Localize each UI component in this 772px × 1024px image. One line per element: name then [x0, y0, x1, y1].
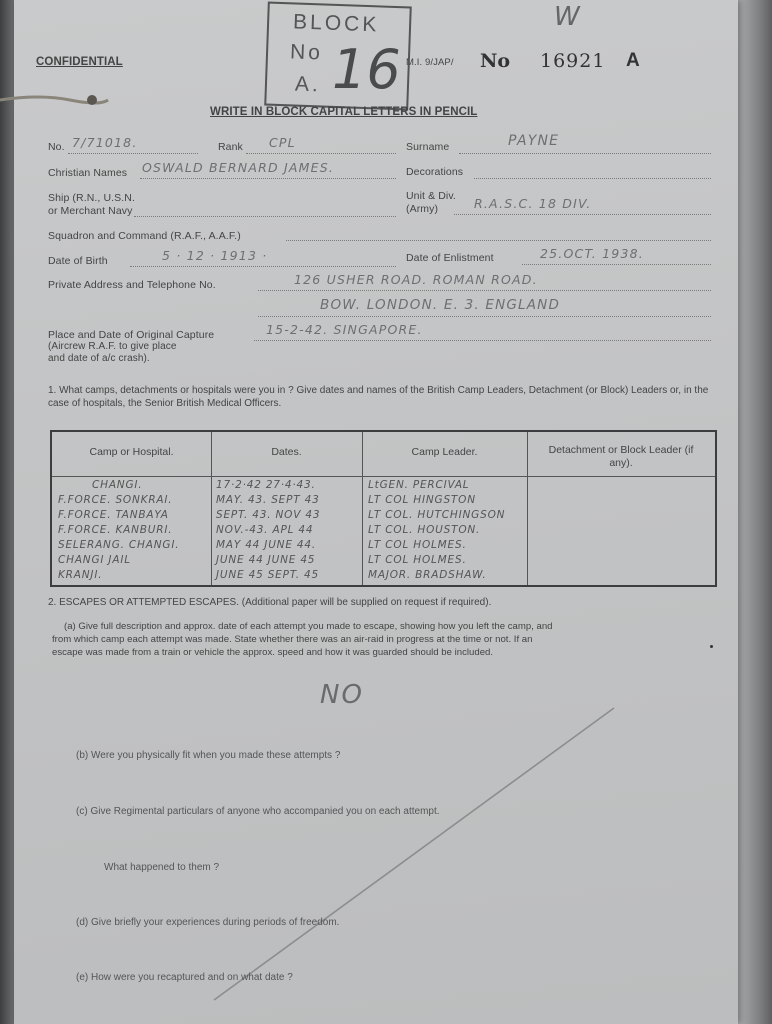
form-page: [14, 0, 738, 1024]
capture-value: 15-2-42. SINGAPORE.: [266, 322, 423, 337]
row-6-dates: JUNE 44 JUNE 45: [216, 554, 316, 566]
stamp-line-1: BLOCK: [292, 10, 380, 37]
christian-names-label: Christian Names: [48, 167, 128, 179]
question-2c-followup: What happened to them ?: [104, 862, 220, 873]
question-2b: (b) Were you physically fit when you made these attempts ?: [76, 750, 341, 761]
unit-value: R.A.S.C. 18 DIV.: [474, 196, 592, 211]
row-6-leader: LT COL HOLMES.: [368, 554, 467, 566]
instruction-heading: WRITE IN BLOCK CAPITAL LETTERS IN PENCIL: [210, 106, 478, 118]
stamp-line-2: No: [289, 40, 324, 65]
date-of-birth-label: Date of Birth: [48, 255, 108, 267]
form-reference: M.I. 9/JAP/: [406, 57, 454, 68]
row-4-leader: LT COL. HOUSTON.: [368, 524, 481, 536]
row-7-dates: JUNE 45 SEPT. 45: [216, 569, 319, 581]
capture-label-line1: Place and Date of Original Capture: [48, 329, 215, 341]
surname-label: Surname: [406, 141, 450, 153]
escape-answer: NO: [320, 680, 364, 710]
question-2a-line1: (a) Give full description and approx. date of each attempt you made to escape, showing how you left the camp, and: [64, 621, 553, 632]
header-dates: Dates.: [271, 446, 302, 458]
row-1-camp: CHANGI.: [92, 479, 143, 491]
number-label: No: [480, 50, 511, 72]
stamp-line-3: A.: [294, 72, 322, 97]
camps-table: [50, 430, 717, 587]
row-3-dates: SEPT. 43. NOV 43: [216, 509, 321, 521]
row-3-camp: F.FORCE. TANBAYA: [58, 509, 169, 521]
row-2-dates: MAY. 43. SEPT 43: [216, 494, 320, 506]
christian-names-value: OSWALD BERNARD JAMES.: [142, 160, 334, 175]
header-camp: Camp or Hospital.: [89, 446, 174, 458]
capture-label-line3: and date of a/c crash).: [48, 353, 150, 364]
row-4-dates: NOV.-43. APL 44: [216, 524, 314, 536]
rank-label: Rank: [218, 141, 243, 153]
row-7-camp: KRANJI.: [58, 569, 103, 581]
service-number-value: 7/71018.: [72, 135, 138, 150]
service-number-label: No.: [48, 141, 65, 153]
date-of-enlistment-label: Date of Enlistment: [406, 252, 494, 264]
question-2c: (c) Give Regimental particulars of anyone who accompanied you on each attempt.: [76, 806, 440, 817]
question-2d: (d) Give briefly your experiences during periods of freedom.: [76, 917, 340, 928]
folder-edge-right: [732, 0, 772, 1024]
address-label: Private Address and Telephone No.: [48, 279, 216, 291]
handwritten-mark: W: [554, 2, 580, 32]
form-number: 16921: [540, 50, 606, 72]
row-5-dates: MAY 44 JUNE 44.: [216, 539, 316, 551]
row-2-camp: F.FORCE. SONKRAI.: [58, 494, 173, 506]
ship-label-line2: or Merchant Navy: [48, 205, 133, 217]
row-1-leader: LtGEN. PERCIVAL: [368, 479, 470, 491]
header-detachment-leader: Detachment or Block Leader (if any).: [548, 444, 694, 469]
row-3-leader: LT COL. HUTCHINGSON: [368, 509, 506, 521]
address-line-2: BOW. LONDON. E. 3. ENGLAND: [320, 297, 561, 313]
classification-label: CONFIDENTIAL: [36, 56, 123, 68]
row-5-camp: SELERANG. CHANGI.: [58, 539, 180, 551]
row-2-leader: LT COL HINGSTON: [368, 494, 476, 506]
row-5-leader: LT COL HOLMES.: [368, 539, 467, 551]
header-camp-leader: Camp Leader.: [411, 446, 478, 458]
row-6-camp: CHANGI JAIL: [58, 554, 131, 566]
unit-label-line2: (Army): [406, 203, 439, 215]
question-2a-line2: from which camp each attempt was made. State whether there was an air-raid in progress at the time or not. If an: [52, 634, 533, 645]
stamp-handwritten-number: 16: [332, 38, 401, 101]
form-suffix: A: [626, 50, 640, 71]
question-2e: (e) How were you recaptured and on what date ?: [76, 972, 293, 983]
row-1-dates: 17·2·42 27·4·43.: [216, 479, 316, 491]
date-of-birth-value: 5 · 12 · 1913 ·: [162, 248, 268, 263]
capture-label-line2: (Aircrew R.A.F. to give place: [48, 341, 177, 352]
question-2a-line3: escape was made from a train or vehicle the approx. speed and how it was guarded should be included.: [52, 647, 494, 658]
unit-label-line1: Unit & Div.: [406, 190, 456, 202]
question-2-heading: 2. ESCAPES OR ATTEMPTED ESCAPES. (Additional paper will be supplied on request if required).: [48, 597, 492, 608]
address-line-1: 126 USHER ROAD. ROMAN ROAD.: [294, 272, 538, 287]
rank-value: CPL: [269, 135, 296, 150]
question-1-text: 1. What camps, detachments or hospitals were you in ? Give dates and names of the British Camp Leaders, Detachment (or Block) Leaders or, in the case of hospitals, the Senior British Medical Officers.: [48, 385, 709, 409]
date-of-enlistment-value: 25.OCT. 1938.: [540, 246, 644, 261]
surname-value: PAYNE: [508, 133, 560, 149]
decorations-label: Decorations: [406, 166, 464, 178]
row-4-camp: F.FORCE. KANBURI.: [58, 524, 173, 536]
row-7-leader: MAJOR. BRADSHAW.: [368, 569, 487, 581]
ship-label-line1: Ship (R.N., U.S.N.: [48, 192, 135, 204]
string-tie: [0, 88, 120, 118]
squadron-label: Squadron and Command (R.A.F., A.A.F.): [48, 230, 241, 242]
